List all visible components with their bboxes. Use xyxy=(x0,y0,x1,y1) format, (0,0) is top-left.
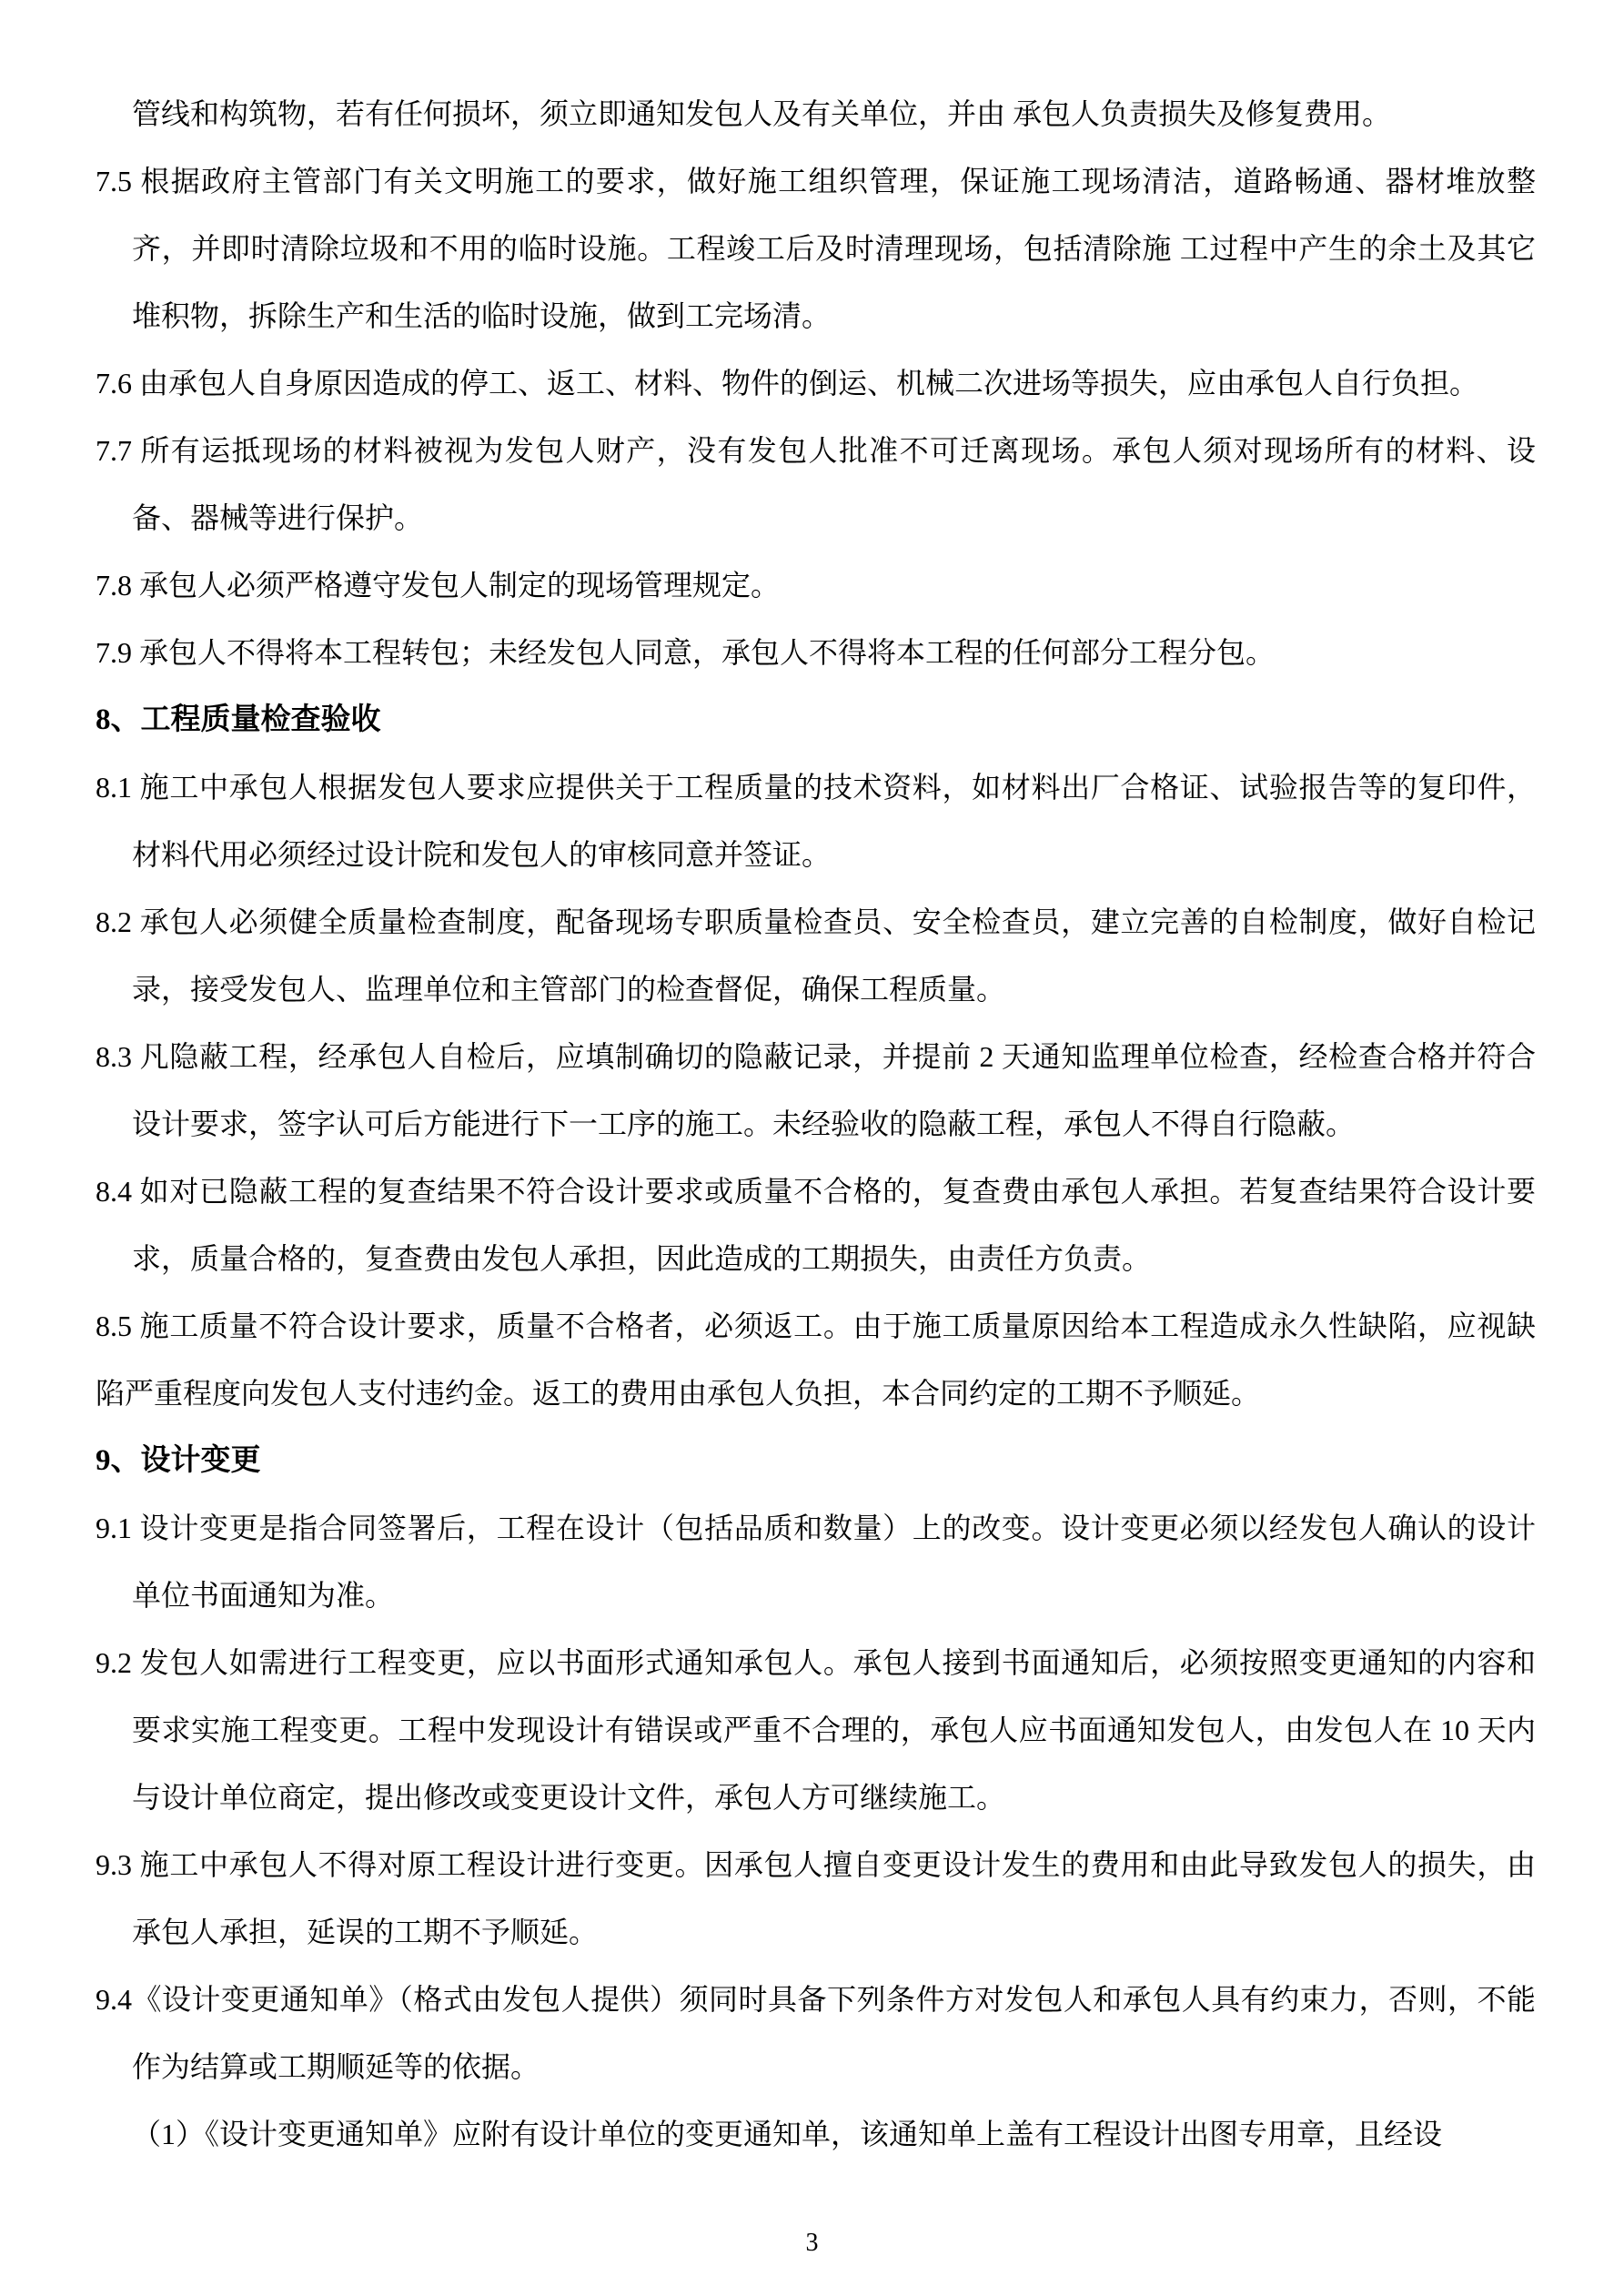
paragraph-continuation-7-4: 管线和构筑物，若有任何损坏，须立即通知发包人及有关单位，并由 承包人负责损失及修复费用。 xyxy=(132,97,1392,130)
clause-7-5: 7.5 根据政府主管部门有关文明施工的要求，做好施工组织管理，保证施工现场清洁，道路畅通、器材堆放整齐，并即时清除垃圾和不用的临时设施。工程竣工后及时清理现场，包括清除施 工过程中产生的余土及其它堆积物，拆除生产和生活的临时设施，做到工完场清。 xyxy=(96,165,1536,332)
clause-8-4: 8.4 如对已隐蔽工程的复查结果不符合设计要求或质量不合格的，复查费由承包人承担。若复查结果符合设计要求，质量合格的，复查费由发包人承担，因此造成的工期损失，由责任方负责。 xyxy=(96,1175,1536,1275)
clause-9-2: 9.2 发包人如需进行工程变更，应以书面形式通知承包人。承包人接到书面通知后，必须按照变更通知的内容和要求实施工程变更。工程中发现设计有错误或严重不合理的，承包人应书面通知发包人，由发包人在 10 天内与设计单位商定，提出修改或变更设计文件，承包人方可继续施工。 xyxy=(96,1646,1536,1814)
clause-7-8: 7.8 承包人必须严格遵守发包人制定的现场管理规定。 xyxy=(96,569,781,602)
clause-7-9: 7.9 承包人不得将本工程转包；未经发包人同意，承包人不得将本工程的任何部分工程分包。 xyxy=(96,636,1276,669)
clause-9-3: 9.3 施工中承包人不得对原工程设计进行变更。因承包人擅自变更设计发生的费用和由此导致发包人的损失，由承包人承担，延误的工期不予顺延。 xyxy=(96,1848,1536,1948)
clause-8-5: 8.5 施工质量不符合设计要求，质量不合格者，必须返工。由于施工质量原因给本工程造成永久性缺陷，应视缺陷严重程度向发包人支付违约金。返工的费用由承包人负担，本合同约定的工期不予顺延。 xyxy=(96,1310,1536,1410)
page-number: 3 xyxy=(805,2229,819,2257)
clause-8-1: 8.1 施工中承包人根据发包人要求应提供关于工程质量的技术资料，如材料出厂合格证、试验报告等的复印件，材料代用必须经过设计院和发包人的审核同意并签证。 xyxy=(96,771,1536,871)
clause-7-6: 7.6 由承包人自身原因造成的停工、返工、材料、物件的倒运、机械二次进场等损失，应由承包人自行负担。 xyxy=(96,367,1479,400)
section-heading-9: 9、设计变更 xyxy=(96,1444,261,1477)
clause-8-3: 8.3 凡隐蔽工程，经承包人自检后，应填制确切的隐蔽记录，并提前 2 天通知监理单位检查，经检查合格并符合设计要求，签字认可后方能进行下一工序的施工。未经验收的隐蔽工程，承包人不得自行隐蔽。 xyxy=(96,1040,1536,1140)
subitem-9-4-1: （1）《设计变更通知单》应附有设计单位的变更通知单，该通知单上盖有工程设计出图专用章，且经设 xyxy=(132,2118,1443,2150)
clause-7-7: 7.7 所有运抵现场的材料被视为发包人财产，没有发包人批准不可迁离现场。承包人须对现场所有的材料、设备、器械等进行保护。 xyxy=(96,434,1536,534)
clause-9-4: 9.4《设计变更通知单》（格式由发包人提供）须同时具备下列条件方对发包人和承包人具有约束力，否则，不能作为结算或工期顺延等的依据。 xyxy=(96,1983,1536,2083)
section-heading-8: 8、工程质量检查验收 xyxy=(96,703,381,736)
clause-8-2: 8.2 承包人必须健全质量检查制度，配备现场专职质量检查员、安全检查员，建立完善的自检制度，做好自检记录，接受发包人、监理单位和主管部门的检查督促，确保工程质量。 xyxy=(96,905,1536,1006)
clause-9-1: 9.1 设计变更是指合同签署后，工程在设计（包括品质和数量）上的改变。设计变更必须以经发包人确认的设计单位书面通知为准。 xyxy=(96,1512,1536,1612)
